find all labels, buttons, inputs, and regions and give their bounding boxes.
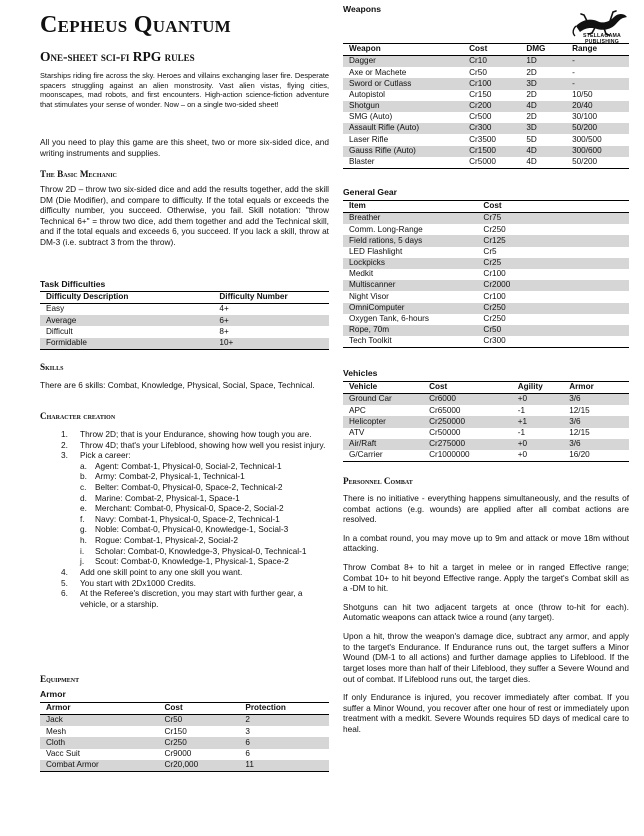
career-text: Belter: Combat-0, Physical-0, Space-2, Technical-2	[95, 482, 283, 493]
table-cell: ATV	[349, 427, 365, 437]
career-letter: h.	[80, 535, 87, 546]
basic-mechanic-text: Throw 2D – throw two six-sided dice and add the results together, add the skill DM (Die Modifier), and compare to difficulty. If the total equals or exceeds the difficulty number, you succeed. Otherwise, you fail. Skill notation: "throw Technical 6+" = throw two dice, add them together and add the Technical skill, and if the total equals and exceeds 6, you succeed. If you lack a skill, throw at DM-3 (i.e. subtract 3 from the throw).	[40, 184, 329, 248]
career-list	[80, 461, 329, 567]
table-cell: 6+	[213, 315, 329, 326]
table-cell: Cr250	[483, 314, 506, 324]
character-creation-heading: Character creation	[40, 411, 116, 421]
table-cell: Breather	[343, 213, 477, 225]
basic-mechanic	[40, 184, 329, 248]
table-cell: OmniComputer	[343, 303, 477, 314]
table-cell: 2D	[526, 89, 537, 99]
armor-heading: Armor	[40, 689, 66, 699]
table-row	[343, 213, 629, 225]
table-cell: Combat Armor	[40, 760, 158, 772]
table-cell: Medkit	[349, 269, 374, 279]
vehicles-heading: Vehicles	[343, 368, 378, 378]
table-row	[40, 726, 329, 737]
table-cell: Cr50	[469, 67, 487, 77]
table-row	[40, 304, 329, 316]
table-cell: Cr100	[483, 269, 506, 279]
table-cell: Blaster	[349, 157, 375, 167]
career-letter: e.	[80, 503, 87, 514]
career-item	[80, 556, 329, 567]
table-row	[343, 56, 629, 68]
table-cell: -	[566, 78, 629, 89]
table-cell: +0	[517, 450, 528, 460]
left-column	[40, 0, 329, 836]
table-cell: Rope, 70m	[343, 325, 477, 336]
table-cell: 50/200	[566, 123, 629, 134]
table-cell: 11	[239, 760, 329, 772]
table-cell: Cr250000	[423, 416, 512, 427]
table-cell: 3/6	[563, 394, 629, 406]
list-number: 5.	[61, 577, 68, 588]
table-cell: Multiscanner	[343, 280, 477, 291]
career-letter: g.	[80, 524, 87, 535]
career-letter: b.	[80, 471, 87, 482]
table-cell: APC	[349, 405, 366, 415]
list-text: Throw 4D; that's your Lifeblood, showing how well you resist injury.	[80, 439, 326, 450]
table-cell: 3/6	[563, 416, 629, 427]
list-text: At the Referee's discretion, you may start with further gear, a vehicle, or a starship.	[80, 588, 303, 609]
table-row	[343, 157, 629, 169]
table-cell: Easy	[46, 304, 65, 314]
table-row	[343, 405, 629, 416]
career-letter: j.	[80, 556, 85, 567]
table-row	[343, 291, 629, 302]
table-cell: Cr9000	[164, 748, 192, 758]
list-number: 3.	[61, 450, 68, 461]
list-item	[40, 578, 329, 589]
intro	[40, 71, 329, 110]
table-row	[40, 715, 329, 727]
armor-table	[40, 702, 329, 772]
general-gear-table	[343, 200, 629, 348]
table-row	[343, 336, 629, 348]
table-cell: 300/500	[572, 134, 602, 144]
column-header: Armor	[40, 703, 158, 715]
career-letter: i.	[80, 545, 85, 556]
table-cell: Jack	[40, 715, 158, 727]
column-header: Cost	[158, 703, 239, 715]
table-cell: 4D	[520, 101, 566, 112]
table-row	[40, 326, 329, 337]
table-cell: Formidable	[40, 338, 213, 350]
column-header: Armor	[563, 382, 629, 394]
career-item	[80, 493, 329, 504]
task-difficulties-table	[40, 291, 329, 350]
table-cell: 300/600	[566, 146, 629, 157]
combat-paragraph: Throw Combat 8+ to hit a target in melee or in ranged Effective range; Combat 10+ to hit beyond Effective range. Apply the target's Combat skill as a -DM to hit.	[343, 562, 629, 594]
table-cell: 2	[239, 715, 329, 727]
career-item	[80, 546, 329, 557]
column-header: Range	[566, 44, 629, 56]
right-column	[343, 0, 629, 836]
column-header: DMG	[520, 44, 566, 56]
table-cell: 12/15	[569, 405, 590, 415]
page-subtitle: One-sheet sci-fi RPG rules	[40, 49, 195, 64]
career-item	[80, 514, 329, 525]
requirements-paragraph: All you need to play this game are this sheet, two or more six-sided dice, and writing instruments and supplies.	[40, 137, 329, 158]
combat-paragraph: Upon a hit, throw the weapon's damage dice, subtract any armor, and apply to the target's Endurance. If Endurance runs out, the target suffers a Minor Wound (DM-1 to all actions) and further damage applies to Lifeblood. If the target loses more than half of their Lifeblood, they suffer a Severe Wound and out of combat. If Lifeblood runs out, the target dies.	[343, 631, 629, 684]
combat-paragraph: Shotguns can hit two adjacent targets at once (throw to-hit for each). Automatic weapons can attack twice a round (any target).	[343, 601, 629, 623]
table-cell: Cr300	[483, 336, 506, 346]
career-item	[80, 524, 329, 535]
table-cell: Gauss Rifle (Auto)	[343, 146, 463, 157]
column-header: Vehicle	[343, 382, 423, 394]
table-cell: 3D	[520, 78, 566, 89]
table-cell: 10/50	[572, 89, 593, 99]
table-cell: Sword or Cutlass	[343, 78, 463, 89]
table-cell: Cr5	[483, 246, 497, 256]
column-header: Difficulty Description	[40, 292, 213, 304]
table-row	[343, 258, 629, 269]
table-cell: 5D	[526, 134, 537, 144]
career-item	[80, 482, 329, 493]
table-cell: 1D	[520, 56, 566, 68]
table-row	[343, 394, 629, 406]
table-cell: 3	[245, 726, 250, 736]
table-cell: Comm. Long-Range	[349, 224, 423, 234]
weapons-table	[343, 43, 629, 169]
table-cell: Ground Car	[343, 394, 423, 406]
page-title: Cepheus Quantum	[40, 12, 232, 38]
table-row	[343, 280, 629, 291]
table-cell: -1	[517, 405, 526, 415]
combat-paragraph: In a combat round, you may move up to 9m and attack or move 18m without attacking.	[343, 532, 629, 554]
career-text: Marine: Combat-2, Physical-1, Space-1	[95, 492, 240, 503]
column-header: Weapon	[343, 44, 463, 56]
table-row	[343, 416, 629, 427]
table-cell: Cr150	[469, 89, 492, 99]
table-cell: Field rations, 5 days	[343, 235, 477, 246]
publisher-name: STELLAGAMA	[582, 33, 622, 39]
table-cell: Mesh	[46, 726, 67, 736]
table-cell: SMG (Auto)	[349, 112, 393, 122]
table-cell: LED Flashlight	[349, 246, 403, 256]
table-header-row	[40, 703, 329, 715]
table-cell: Cr5000	[469, 157, 496, 167]
column-header: Difficulty Number	[213, 292, 329, 304]
combat-paragraph: There is no initiative - everything happens simultaneously, and the results of combat actions (e.g. wounds) are applied after all combat actions are resolved.	[343, 493, 629, 525]
publisher-suffix: PUBLISHING	[585, 38, 619, 45]
table-cell: Cr200	[463, 101, 520, 112]
table-cell: Lockpicks	[343, 258, 477, 269]
table-cell: Cr20,000	[158, 760, 239, 772]
intro-requirements	[40, 137, 329, 158]
personnel-combat-heading: Personnel Combat	[343, 476, 413, 486]
career-text: Scout: Combat-0, Knowledge-1, Physical-1, Space-2	[95, 556, 289, 567]
table-cell: 30/100	[572, 112, 598, 122]
table-row	[40, 338, 329, 350]
table-header-row	[40, 292, 329, 304]
list-number: 4.	[61, 566, 68, 577]
list-item	[40, 450, 329, 567]
table-cell: Cr75	[477, 213, 629, 225]
list-text: You start with 2Dx1000 Credits.	[80, 577, 196, 588]
career-text: Scholar: Combat-0, Knowledge-3, Physical-0, Technical-1	[95, 545, 307, 556]
table-cell: 50/200	[572, 157, 598, 167]
table-cell: 3D	[520, 123, 566, 134]
table-cell: 3/6	[563, 439, 629, 450]
table-cell: 2D	[526, 112, 537, 122]
column-header: Protection	[239, 703, 329, 715]
table-cell: Average	[40, 315, 213, 326]
table-cell: Cr1500	[463, 146, 520, 157]
table-row	[343, 78, 629, 89]
list-item	[40, 567, 329, 578]
skills-text: There are 6 skills: Combat, Knowledge, Physical, Social, Space, Technical.	[40, 380, 315, 390]
career-text: Merchant: Combat-0, Physical-0, Space-2, Social-2	[95, 503, 284, 514]
career-letter: d.	[80, 492, 87, 503]
table-cell: Difficult	[46, 326, 73, 336]
table-cell: Cr3500	[469, 134, 496, 144]
table-row	[40, 749, 329, 760]
list-text: Pick a career:	[80, 450, 131, 461]
table-row	[40, 737, 329, 748]
table-cell: Assault Rifle (Auto)	[343, 123, 463, 134]
table-cell: Tech Toolkit	[349, 336, 392, 346]
table-cell: -1	[517, 427, 526, 437]
table-cell: Cr10	[463, 56, 520, 68]
list-number: 6.	[61, 588, 68, 599]
table-row	[343, 450, 629, 462]
table-cell: Cr6000	[423, 394, 512, 406]
table-cell: 6	[245, 748, 250, 758]
table-cell: 2D	[526, 67, 537, 77]
table-cell: Axe or Machete	[349, 67, 407, 77]
column-header: Item	[343, 201, 477, 213]
table-cell: Laser Rifle	[349, 134, 389, 144]
table-row	[343, 247, 629, 258]
list-number: 2.	[61, 439, 68, 450]
table-cell: Cr250	[158, 737, 239, 748]
table-row	[343, 428, 629, 439]
table-cell: 10+	[213, 338, 329, 350]
list-text: Throw 2D; that is your Endurance, showing how tough you are.	[80, 429, 312, 439]
table-cell: Vacc Suit	[46, 748, 80, 758]
table-cell: 16/20	[569, 450, 590, 460]
table-cell: Cr150	[164, 726, 187, 736]
table-row	[343, 134, 629, 145]
column-header: Cost	[423, 382, 512, 394]
list-item	[40, 440, 329, 451]
table-cell: Cr50000	[429, 427, 461, 437]
column-header: Cost	[477, 201, 629, 213]
table-cell: Cr125	[477, 235, 629, 246]
basic-mechanic-heading: The Basic Mechanic	[40, 169, 117, 179]
career-letter: c.	[80, 482, 87, 493]
career-item	[80, 503, 329, 514]
intro-paragraph: Starships riding fire across the sky. Heroes and villains exchanging laser fire. Desperate spacers struggling against an alien monstrosity. Vast alien vistas, flying cities, moonscapes, mad robots, and first encounters. High-action science-fiction adventure that stimulates your sense of wonder. Now – on a single two-sided sheet!	[40, 71, 329, 109]
table-row	[343, 101, 629, 112]
table-cell: 6	[239, 737, 329, 748]
table-row	[343, 325, 629, 336]
list-item	[40, 429, 329, 440]
career-text: Army: Combat-2, Physical-1, Technical-1	[95, 471, 245, 482]
table-cell: Cr500	[469, 112, 492, 122]
table-cell: Autopistol	[349, 89, 385, 99]
table-cell: +0	[512, 394, 563, 406]
career-item	[80, 535, 329, 546]
equipment-heading: Equipment	[40, 674, 80, 684]
table-row	[40, 315, 329, 326]
career-item	[80, 461, 329, 472]
career-letter: f.	[80, 513, 85, 524]
list-item	[40, 588, 329, 609]
table-cell: 20/40	[566, 101, 629, 112]
table-cell: -	[572, 67, 575, 77]
table-cell: Oxygen Tank, 6-hours	[349, 314, 429, 324]
table-cell: Cr100	[463, 78, 520, 89]
task-difficulties-heading: Task Difficulties	[40, 279, 106, 289]
table-row	[343, 269, 629, 280]
table-cell: Cr250	[477, 303, 629, 314]
table-cell: Cr65000	[429, 405, 461, 415]
combat-paragraph: If only Endurance is injured, you recover immediately after combat. If you suffer a Minor Wound, you recover after one hour of rest or immediately upon treatment with a medkit. Severe Wounds requires 5D days of medical care to heal.	[343, 692, 629, 734]
table-cell: Dagger	[343, 56, 463, 68]
table-cell: Shotgun	[343, 101, 463, 112]
table-row	[343, 123, 629, 134]
table-cell: Cr1000000	[429, 450, 470, 460]
table-cell: 8+	[219, 326, 229, 336]
table-cell: Cloth	[40, 737, 158, 748]
general-gear-heading: General Gear	[343, 187, 397, 197]
table-header-row	[343, 382, 629, 394]
table-row	[343, 235, 629, 246]
list-text: Add one skill point to any one skill you want.	[80, 566, 243, 577]
table-cell: -	[566, 56, 629, 68]
skills	[40, 380, 329, 391]
table-cell: 12/15	[569, 427, 590, 437]
table-cell: Cr100	[483, 291, 506, 301]
career-text: Agent: Combat-1, Physical-0, Social-2, Technical-1	[95, 460, 282, 471]
table-cell: Cr50	[477, 325, 629, 336]
table-cell: +1	[512, 416, 563, 427]
table-cell: Cr250	[483, 224, 506, 234]
table-row	[343, 90, 629, 101]
personnel-combat	[343, 493, 629, 735]
table-row	[343, 314, 629, 325]
character-creation-steps	[40, 429, 329, 609]
skills-heading: Skills	[40, 362, 64, 372]
table-row	[40, 760, 329, 772]
table-cell: G/Carrier	[349, 450, 383, 460]
table-cell: Cr25	[477, 258, 629, 269]
table-row	[343, 67, 629, 78]
table-cell: 4D	[520, 146, 566, 157]
publisher-logo	[572, 34, 632, 45]
table-cell: Helicopter	[343, 416, 423, 427]
table-cell: 4+	[219, 304, 229, 314]
table-row	[343, 439, 629, 450]
table-row	[343, 112, 629, 123]
table-row	[343, 146, 629, 157]
weapons-heading: Weapons	[343, 4, 382, 14]
column-header: Cost	[463, 44, 520, 56]
list-number: 1.	[61, 429, 68, 439]
table-cell: Air/Raft	[343, 439, 423, 450]
table-cell: Cr300	[463, 123, 520, 134]
table-cell: +0	[512, 439, 563, 450]
career-text: Noble: Combat-0, Physical-0, Knowledge-1, Social-3	[95, 524, 289, 535]
career-text: Rogue: Combat-1, Physical-2, Social-2	[95, 535, 238, 546]
table-row	[343, 303, 629, 314]
table-cell: Cr275000	[423, 439, 512, 450]
table-row	[343, 224, 629, 235]
table-cell: Cr2000	[477, 280, 629, 291]
career-item	[80, 471, 329, 482]
table-cell: Night Visor	[349, 291, 389, 301]
career-letter: a.	[80, 460, 87, 471]
table-cell: Cr50	[158, 715, 239, 727]
table-header-row	[343, 201, 629, 213]
career-text: Navy: Combat-1, Physical-0, Space-2, Technical-1	[95, 513, 280, 524]
table-cell: 4D	[526, 157, 537, 167]
column-header: Agility	[512, 382, 563, 394]
vehicles-table	[343, 381, 629, 462]
